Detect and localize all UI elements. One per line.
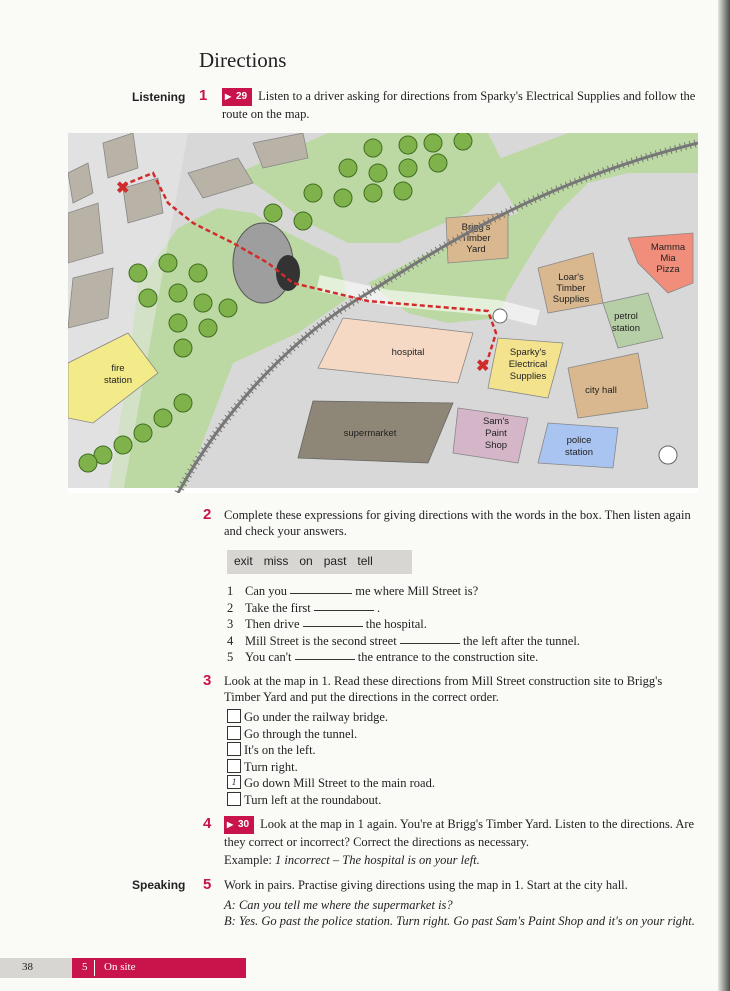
page-number-box	[0, 958, 72, 978]
map-label-petrol-1: petrol	[614, 311, 638, 322]
page-number: 38	[22, 961, 33, 973]
map-label-sams-3: Shop	[484, 440, 508, 451]
audio-track-badge[interactable]: ▶ 30	[224, 816, 254, 834]
exercise-5-instructions: Work in pairs. Practise giving directions using the map in 1. Start at the city hall.	[224, 878, 628, 892]
map-label-hospital: hospital	[391, 347, 425, 358]
map-label-sparky-2: Electrical	[508, 359, 548, 370]
dialogue-line-a: A: Can you tell me where the supermarket is?	[224, 898, 453, 912]
order-box[interactable]	[227, 759, 241, 773]
word-box-word: exit	[234, 554, 253, 568]
section-label-listening: Listening	[132, 90, 186, 104]
list-item: 1 Go down Mill Street to the main road.	[227, 775, 697, 792]
list-item: 3 Then drive the hospital.	[227, 617, 427, 631]
order-box[interactable]	[227, 726, 241, 740]
map-label-sparky-1: Sparky's	[509, 347, 547, 358]
map-label-sams-1: Sam's	[482, 416, 510, 427]
dialogue-line-b: B: Yes. Go past the police station. Turn right. Go past Sam's Paint Shop and it's on your right.	[224, 914, 695, 928]
order-box[interactable]	[227, 709, 241, 723]
exercise-1-instructions	[222, 88, 700, 122]
exercise-number: 1	[199, 87, 208, 104]
map-label-sparky-3: Supplies	[509, 371, 547, 382]
map-label-police-2: station	[565, 447, 593, 458]
map-label-mamma-1: Mamma	[650, 242, 686, 253]
route-map	[68, 133, 698, 493]
exercise-4-instructions: ▶ 30 Look at the map in 1 again. You're at Brigg's Timber Yard. Listen to the directions. Are they correct or incorrect? Correct the directions as necessary.	[224, 816, 702, 850]
list-item: Turn right.	[227, 759, 697, 776]
word-box-word: on	[299, 554, 313, 568]
audio-track-badge[interactable]: ▶ 29	[222, 88, 252, 106]
exercise-number: 4	[203, 815, 212, 832]
answer-blank[interactable]	[400, 633, 460, 644]
list-item: 2 Take the first .	[227, 600, 381, 615]
gap-fill-list	[227, 583, 697, 666]
map-label-briggs-3: Yard	[466, 244, 486, 255]
list-item: 1 Can you me where Mill Street is?	[227, 584, 479, 598]
map-label-mamma-2: Mia	[660, 253, 676, 264]
exercise-text: Listen to a driver asking for directions from Sparky's Electrical Supplies and follow the route on the map.	[222, 89, 696, 121]
start-x-icon: ✖	[116, 180, 130, 197]
exercise-number: 5	[203, 876, 212, 893]
map-label-loars-1: Loar's	[558, 272, 584, 283]
exercise-number: 3	[203, 672, 212, 689]
answer-blank[interactable]	[290, 583, 352, 594]
list-item: Turn left at the roundabout.	[227, 792, 697, 809]
ordering-list	[227, 709, 697, 808]
list-item: Go under the railway bridge.	[227, 709, 697, 726]
exercise-number: 2	[203, 506, 212, 523]
list-item: Go through the tunnel.	[227, 726, 697, 743]
map-label-sams-2: Paint	[485, 428, 507, 439]
map-label-fire-station-1: fire	[111, 363, 125, 374]
answer-blank[interactable]	[314, 600, 374, 611]
word-box-word: miss	[263, 554, 289, 568]
end-x-icon: ✖	[476, 358, 490, 375]
map-label-petrol-2: station	[612, 323, 640, 334]
map-label-police-1: police	[566, 435, 592, 446]
map-label-briggs-1: Brigg's	[461, 222, 491, 233]
map-label-fire-station-2: station	[104, 375, 132, 386]
word-box-word: tell	[357, 554, 373, 568]
answer-blank[interactable]	[303, 616, 363, 627]
word-box-word: past	[323, 554, 347, 568]
map-label-supermarket: supermarket	[343, 428, 397, 439]
list-item: 5 You can't the entrance to the construction site.	[227, 650, 539, 664]
exercise-3-instructions: Look at the map in 1. Read these directions from Mill Street construction site to Brigg's Timber Yard and put the directions in the correct order.	[224, 674, 663, 704]
dialogue	[224, 897, 702, 929]
order-box[interactable]	[227, 742, 241, 756]
example-line: Example: 1 incorrect – The hospital is on your left.	[224, 853, 480, 867]
map-label-mamma-3: Pizza	[656, 264, 680, 275]
order-box[interactable]: 1	[227, 775, 241, 789]
page-edge	[718, 0, 730, 991]
page-title: Directions	[199, 48, 287, 72]
unit-banner	[72, 958, 246, 978]
map-label-briggs-2: Timber	[461, 233, 491, 244]
word-box	[227, 550, 412, 574]
map-label-city-hall: city hall	[585, 385, 617, 396]
map-label-loars-2: Timber	[556, 283, 586, 294]
order-box[interactable]	[227, 792, 241, 806]
list-item: 4 Mill Street is the second street the left after the tunnel.	[227, 633, 580, 648]
list-item: It's on the left.	[227, 742, 697, 759]
map-label-loars-3: Supplies	[552, 294, 590, 305]
unit-number: 5	[82, 961, 88, 973]
answer-blank[interactable]	[295, 649, 355, 660]
unit-title: On site	[104, 961, 136, 973]
section-label-speaking: Speaking	[132, 878, 186, 892]
exercise-2-instructions: Complete these expressions for giving directions with the words in the box. Then listen again and check your answers.	[224, 508, 691, 538]
unit-divider	[94, 960, 95, 976]
